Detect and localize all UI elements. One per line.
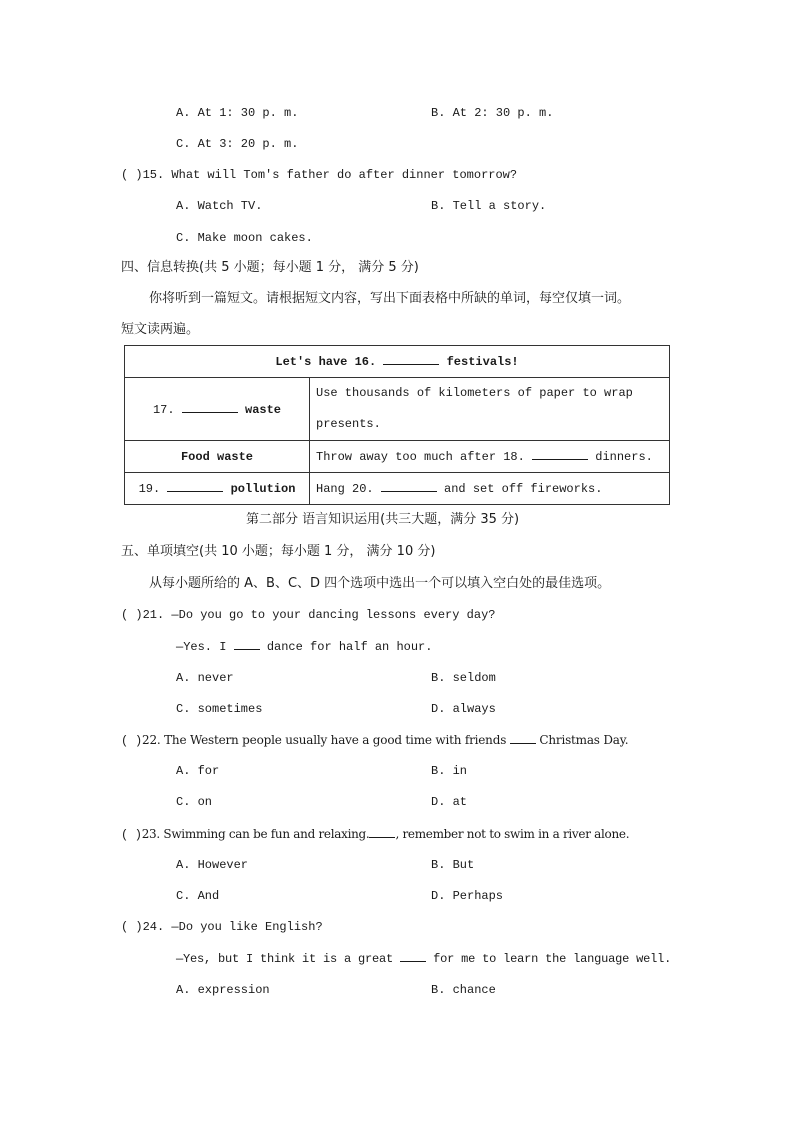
blank-20[interactable]: [381, 480, 437, 492]
answer-paren: ( ): [121, 920, 143, 934]
q14-option-b: B. At 2: 30 p. m.: [431, 106, 554, 120]
q21-option-d: D. always: [431, 702, 496, 716]
q22-option-b: B. in: [431, 764, 468, 778]
q22-option-c: C. on: [176, 795, 213, 809]
q24-stem-reply: —Yes, but I think it is a great for me to learn the language well.: [176, 952, 672, 966]
table-row-food-label: Food waste: [125, 441, 310, 473]
q14-option-c: C. At 3: 20 p. m.: [176, 137, 299, 151]
table-row-pollution-label: 19. pollution: [125, 473, 310, 505]
part2-heading: 第二部分 语言知识运用(共三大题，满分 35 分): [246, 512, 520, 527]
q14-option-a: A. At 1: 30 p. m.: [176, 106, 299, 120]
answer-paren: ( ): [121, 608, 143, 622]
q24-option-b: B. chance: [431, 983, 496, 997]
q23-option-b: B. But: [431, 858, 475, 872]
q22-option-a: A. for: [176, 764, 220, 778]
section4-heading: 四、信息转换(共 5 小题；每小题 1 分， 满分 5 分): [121, 260, 419, 275]
q23-stem: ( )23. Swimming can be fun and relaxing. , remember not to swim in a river alone.: [121, 827, 630, 842]
table-title: Let's have 16. festivals!: [125, 346, 670, 378]
table-row-food-desc: Throw away too much after 18. dinners.: [310, 441, 670, 473]
q21-stem-reply: —Yes. I dance for half an hour.: [176, 640, 433, 654]
q21-option-b: B. seldom: [431, 671, 496, 685]
q23-option-a: A. However: [176, 858, 249, 872]
q22-option-d: D. at: [431, 795, 468, 809]
blank-24[interactable]: [400, 950, 426, 962]
section5-instruction: 从每小题所给的 A、B、C、D 四个选项中选出一个可以填入空白处的最佳选项。: [149, 576, 611, 591]
q24-option-a: A. expression: [176, 983, 270, 997]
table-row-paper-label: 17. waste: [125, 378, 310, 441]
section4-instruction-cont: 短文读两遍。: [121, 322, 200, 337]
q15-option-b: B. Tell a story.: [431, 199, 547, 213]
blank-23[interactable]: [369, 826, 395, 838]
section4-instruction: 你将听到一篇短文。请根据短文内容，写出下面表格中所缺的单词，每空仅填一词。: [149, 291, 631, 306]
blank-19[interactable]: [167, 480, 223, 492]
info-table: [124, 345, 670, 505]
blank-16[interactable]: [383, 353, 439, 365]
answer-paren: ( ): [121, 168, 143, 182]
q21-stem: ( )21. —Do you go to your dancing lessons every day?: [121, 608, 496, 622]
answer-paren: ( ): [121, 734, 143, 748]
q22-stem: ( )22. The Western people usually have a good time with friends Christmas Day.: [121, 733, 629, 748]
q21-option-c: C. sometimes: [176, 702, 263, 716]
q24-stem: ( )24. —Do you like English?: [121, 920, 323, 934]
q15-option-c: C. Make moon cakes.: [176, 231, 313, 245]
q15-option-a: A. Watch TV.: [176, 199, 263, 213]
blank-21[interactable]: [234, 638, 260, 650]
q21-option-a: A. never: [176, 671, 234, 685]
table-row-pollution-desc: Hang 20. and set off fireworks.: [310, 473, 670, 505]
q15-stem: ( )15. What will Tom's father do after dinner tomorrow?: [121, 168, 518, 182]
blank-18[interactable]: [532, 448, 588, 460]
answer-paren: ( ): [121, 828, 142, 842]
table-row-paper-desc: Use thousands of kilometers of paper to wrap presents.: [310, 378, 670, 441]
q23-option-c: C. And: [176, 889, 220, 903]
section5-heading: 五、单项填空(共 10 小题；每小题 1 分， 满分 10 分): [121, 544, 436, 559]
q23-option-d: D. Perhaps: [431, 889, 504, 903]
blank-22[interactable]: [510, 732, 536, 744]
blank-17[interactable]: [182, 401, 238, 413]
